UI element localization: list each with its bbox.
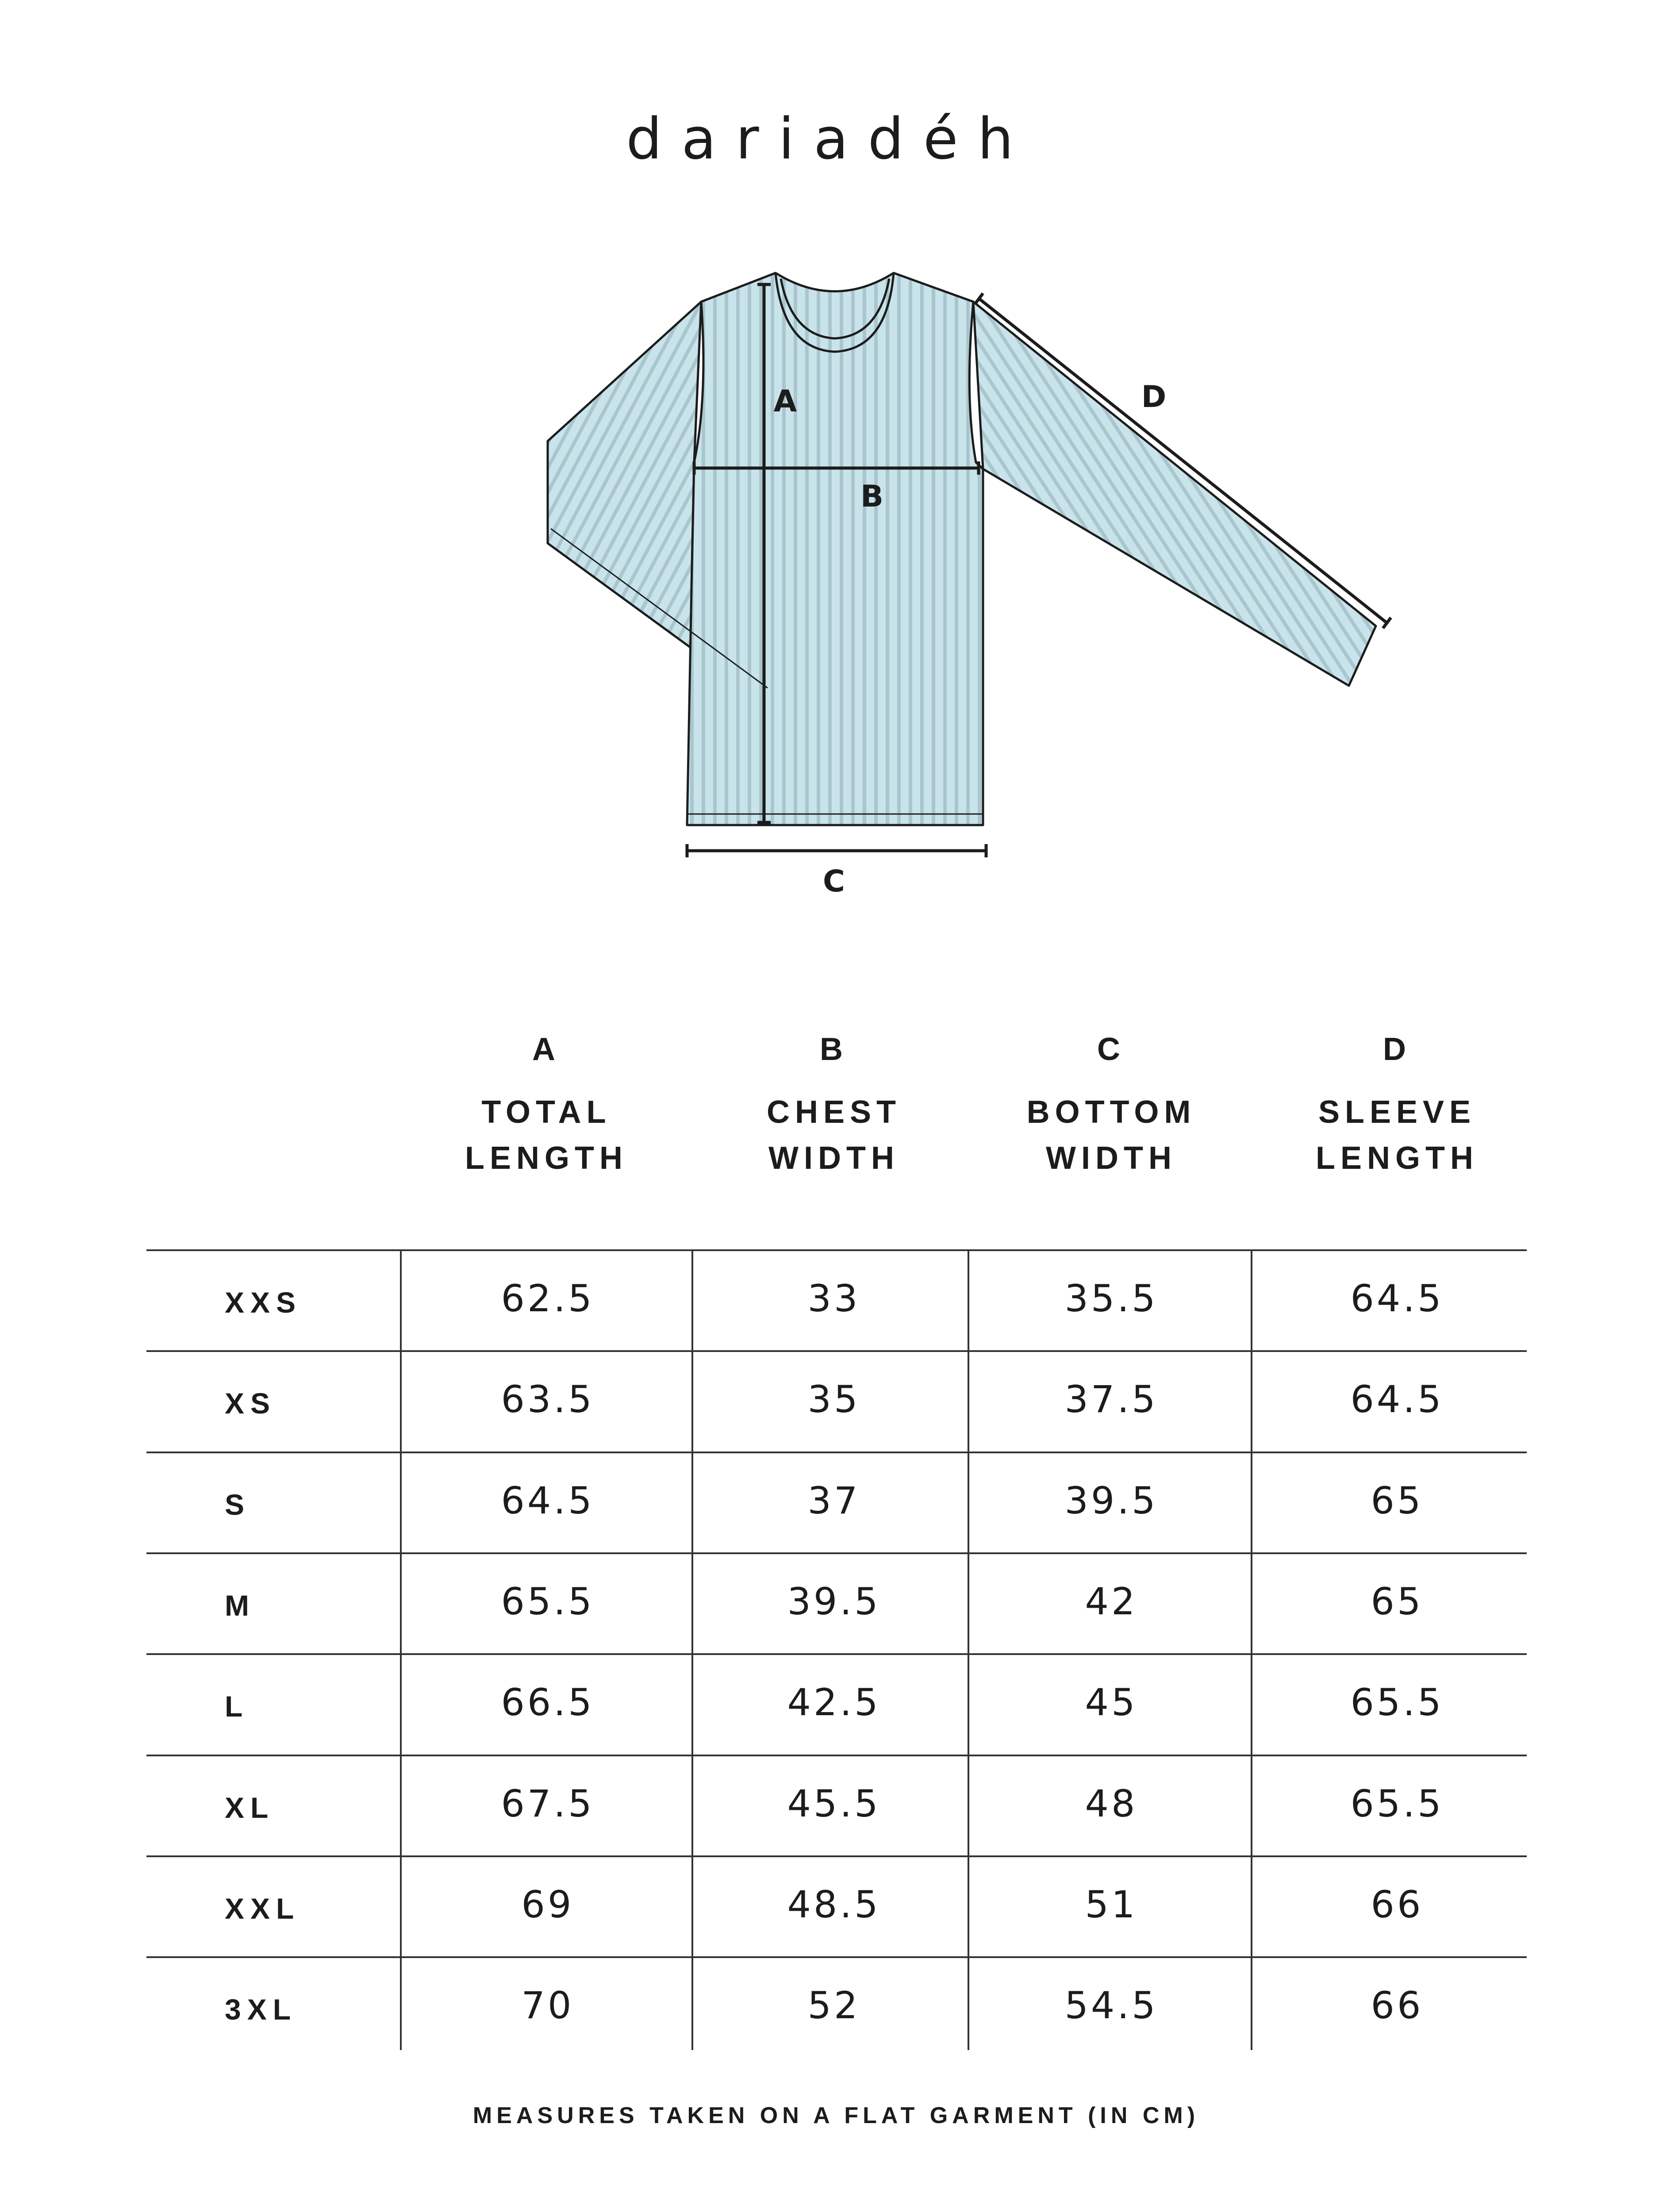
measure-b-label: B	[860, 479, 883, 514]
table-cell: 70	[521, 1984, 574, 2028]
table-cell: 52	[807, 1984, 860, 2028]
column-header	[1242, 1026, 1552, 1181]
size-label: 3XL	[225, 1993, 297, 2026]
column-header-line1: TOTAL	[481, 1094, 611, 1130]
size-label: XXL	[225, 1892, 300, 1925]
column-header-line2: LENGTH	[465, 1141, 628, 1176]
size-label: M	[225, 1589, 255, 1622]
shirt-body	[687, 273, 983, 825]
column-header-line1: CHEST	[766, 1094, 902, 1130]
row-divider	[146, 1552, 1527, 1554]
column-divider	[1251, 1249, 1252, 2050]
table-cell: 64.5	[501, 1479, 595, 1522]
row-divider	[146, 1653, 1527, 1655]
brand-logo: dariadéh	[626, 106, 1033, 172]
table-cell: 35.5	[1064, 1277, 1158, 1320]
table-cell: 39.5	[1064, 1479, 1158, 1522]
size-label: XS	[225, 1387, 276, 1420]
table-cell: 65	[1371, 1479, 1424, 1522]
measure-c-line	[687, 844, 986, 857]
table-cell: 65.5	[501, 1579, 595, 1623]
column-header-line1: SLEEVE	[1318, 1094, 1476, 1130]
column-header-line1: BOTTOM	[1026, 1094, 1196, 1130]
garment-diagram	[0, 0, 1659, 929]
table-cell: 37	[807, 1479, 860, 1522]
row-divider	[146, 1855, 1527, 1857]
table-cell: 42.5	[787, 1681, 881, 1724]
column-header-line2: LENGTH	[1316, 1141, 1479, 1176]
table-cell: 65	[1371, 1579, 1424, 1623]
column-header-line2: WIDTH	[768, 1141, 899, 1176]
table-cell: 54.5	[1064, 1984, 1158, 2028]
row-divider	[146, 1956, 1527, 1958]
row-divider	[146, 1755, 1527, 1756]
table-cell: 48	[1085, 1782, 1138, 1825]
size-label: XXS	[225, 1286, 302, 1319]
table-cell: 42	[1085, 1579, 1138, 1623]
column-header-line2: WIDTH	[1046, 1141, 1177, 1176]
table-cell: 63.5	[501, 1378, 595, 1421]
table-cell: 67.5	[501, 1782, 595, 1825]
measure-c-label: C	[823, 864, 845, 899]
column-header-letter: B	[820, 1032, 848, 1067]
table-cell: 65.5	[1350, 1782, 1444, 1825]
row-divider	[146, 1350, 1527, 1352]
row-divider	[146, 1452, 1527, 1453]
table-cell: 69	[521, 1882, 574, 1926]
column-header	[392, 1026, 701, 1181]
column-divider	[968, 1249, 969, 2050]
table-cell: 35	[807, 1378, 860, 1421]
right-sleeve	[973, 302, 1376, 686]
column-header	[679, 1026, 989, 1181]
table-cell: 66	[1371, 1882, 1424, 1926]
column-divider	[400, 1249, 402, 2050]
column-header	[956, 1026, 1266, 1181]
column-divider	[691, 1249, 693, 2050]
table-cell: 51	[1085, 1882, 1138, 1926]
table-cell: 48.5	[787, 1882, 881, 1926]
column-header-letter: A	[532, 1032, 561, 1067]
column-header-letter: D	[1383, 1032, 1411, 1067]
table-cell: 65.5	[1350, 1681, 1444, 1724]
measure-a-label: A	[773, 384, 797, 419]
table-cell: 62.5	[501, 1277, 595, 1320]
table-cell: 45	[1085, 1681, 1138, 1724]
table-cell: 33	[807, 1277, 860, 1320]
size-label: XL	[225, 1791, 275, 1824]
table-cell: 37.5	[1064, 1378, 1158, 1421]
size-label: S	[225, 1488, 251, 1521]
column-header-letter: C	[1097, 1032, 1125, 1067]
table-cell: 39.5	[787, 1579, 881, 1623]
measure-d-label: D	[1141, 380, 1167, 415]
table-cell: 66.5	[501, 1681, 595, 1724]
size-label: L	[225, 1690, 249, 1723]
table-top-rule	[146, 1249, 1527, 1251]
footer-note: MEASURES TAKEN ON A FLAT GARMENT (IN CM)	[472, 2103, 1200, 2128]
table-cell: 66	[1371, 1984, 1424, 2028]
table-cell: 64.5	[1350, 1277, 1444, 1320]
table-cell: 64.5	[1350, 1378, 1444, 1421]
table-cell: 45.5	[787, 1782, 881, 1825]
